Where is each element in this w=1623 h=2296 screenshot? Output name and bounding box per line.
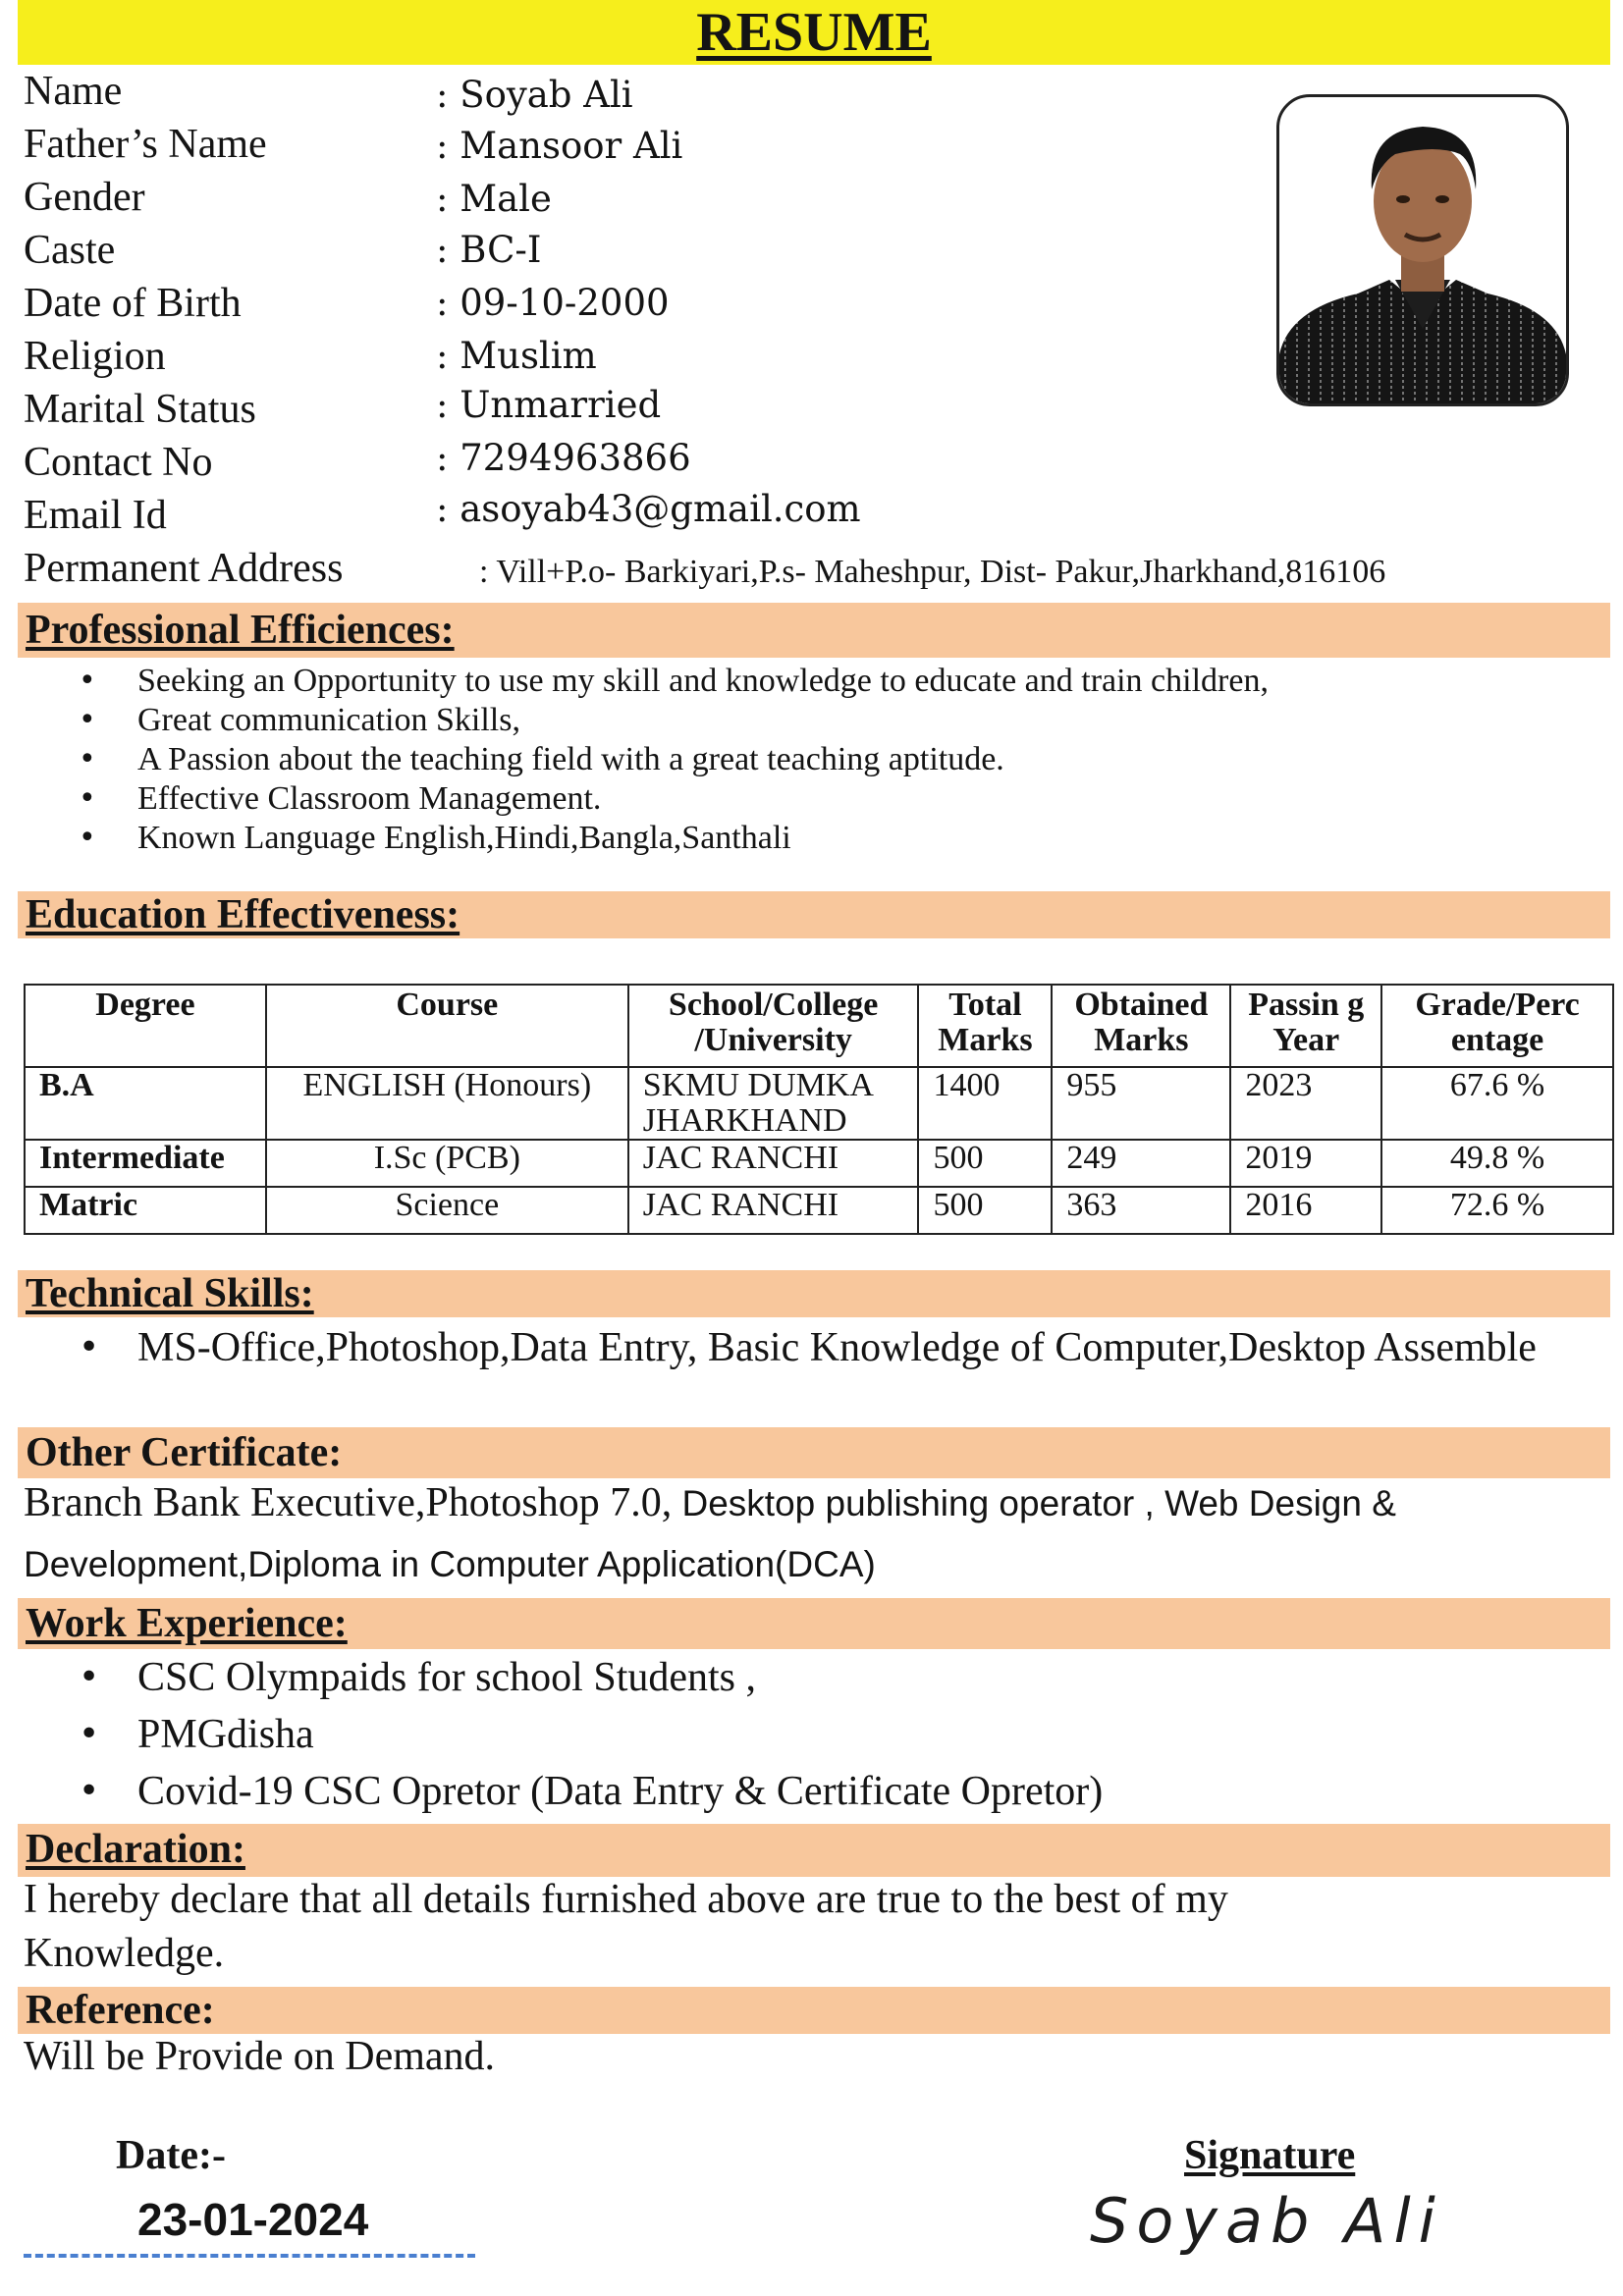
list-item: • Effective Classroom Management. xyxy=(0,779,1269,819)
info-value: : Vill+P.o- Barkiyari,P.s- Maheshpur, Dist- Pakur,Jharkhand,816106 xyxy=(479,554,1386,590)
date-underline xyxy=(24,2254,475,2258)
section-work xyxy=(18,1598,1610,1649)
table-cell: 67.6 % xyxy=(1381,1067,1613,1140)
table-row xyxy=(25,1140,1613,1187)
list-item: • Seeking an Opportunity to use my skill and knowledge to educate and train children, xyxy=(0,662,1269,701)
table-cell: SKMU DUMKA JHARKHAND xyxy=(628,1067,919,1140)
table-header: Passin g Year xyxy=(1230,985,1381,1067)
section-professional xyxy=(18,603,1610,658)
info-value: : Unmarried xyxy=(436,384,662,426)
table-header-row xyxy=(25,985,1613,1067)
reference-text: Will be Provide on Demand. xyxy=(24,2034,496,2079)
list-item: • Great communication Skills, xyxy=(0,701,1269,740)
table-header: Grade/Perc entage xyxy=(1381,985,1613,1067)
table-header: Obtained Marks xyxy=(1052,985,1230,1067)
table-cell: 249 xyxy=(1052,1140,1230,1187)
table-cell: 1400 xyxy=(918,1067,1052,1140)
table-cell: I.Sc (PCB) xyxy=(266,1140,628,1187)
signature-value: Soyab Ali xyxy=(1090,2185,1443,2257)
section-heading: Professional Efficiences: xyxy=(26,608,455,653)
info-label: Gender xyxy=(24,175,145,220)
declaration-text: I hereby declare that all details furnished above are true to the best of my Knowledge. xyxy=(24,1877,1228,1976)
info-value: : 09-10-2000 xyxy=(436,282,670,324)
education-table xyxy=(24,984,1614,1235)
table-cell: 500 xyxy=(918,1187,1052,1234)
list-item: • A Passion about the teaching field with a great teaching aptitude. xyxy=(0,740,1269,779)
page-title: RESUME xyxy=(696,2,932,63)
info-label: Father’s Name xyxy=(24,122,267,167)
table-cell: 2023 xyxy=(1230,1067,1381,1140)
info-value: : Male xyxy=(436,178,552,220)
list-item: • MS-Office,Photoshop,Data Entry, Basic Knowledge of Computer,Desktop Assemble xyxy=(0,1319,1571,1376)
table-cell: 72.6 % xyxy=(1381,1187,1613,1234)
table-cell: 2016 xyxy=(1230,1187,1381,1234)
info-label: Marital Status xyxy=(24,387,256,432)
info-value: : Muslim xyxy=(436,335,597,377)
table-cell: 500 xyxy=(918,1140,1052,1187)
info-label: Caste xyxy=(24,228,116,273)
professional-list xyxy=(0,662,1269,858)
certificate-text-part: Branch Bank Executive,Photoshop 7.0, xyxy=(24,1480,673,1525)
list-item: • Covid-19 CSC Opretor (Data Entry & Certificate Opretor) xyxy=(0,1763,1103,1820)
info-value: : BC-I xyxy=(436,229,542,271)
info-label: Name xyxy=(24,69,123,114)
profile-photo-illustration xyxy=(1279,97,1566,403)
title-bar xyxy=(18,0,1610,65)
info-value: : 7294963866 xyxy=(436,437,691,479)
certificate-text xyxy=(24,1472,1614,1594)
info-label: Religion xyxy=(24,334,166,379)
table-cell: Matric xyxy=(25,1187,266,1234)
table-cell: 363 xyxy=(1052,1187,1230,1234)
date-label: Date:- xyxy=(116,2133,226,2178)
info-value: : Mansoor Ali xyxy=(436,125,683,167)
table-cell: 49.8 % xyxy=(1381,1140,1613,1187)
info-label: Permanent Address xyxy=(24,546,344,591)
list-item: • Known Language English,Hindi,Bangla,Santhali xyxy=(0,819,1269,858)
section-heading: Technical Skills: xyxy=(26,1271,314,1316)
section-education xyxy=(18,891,1610,938)
section-heading: Work Experience: xyxy=(26,1601,348,1646)
section-certificate xyxy=(18,1427,1610,1478)
table-cell: 2019 xyxy=(1230,1140,1381,1187)
info-value: : Soyab Ali xyxy=(436,74,633,116)
table-cell: ENGLISH (Honours) xyxy=(266,1067,628,1140)
table-row xyxy=(25,1067,1613,1140)
table-row xyxy=(25,1187,1613,1234)
section-heading: Declaration: xyxy=(26,1827,245,1872)
section-reference xyxy=(18,1987,1610,2034)
table-cell: B.A xyxy=(25,1067,266,1140)
info-value: : asoyab43@gmail.com xyxy=(436,488,861,530)
table-cell: 955 xyxy=(1052,1067,1230,1140)
date-value: 23-01-2024 xyxy=(137,2194,369,2245)
info-label: Contact No xyxy=(24,440,213,485)
info-label: Date of Birth xyxy=(24,281,242,326)
table-cell: Intermediate xyxy=(25,1140,266,1187)
section-declaration xyxy=(18,1824,1610,1877)
signature-label: Signature xyxy=(1184,2133,1356,2178)
table-cell: JAC RANCHI xyxy=(628,1140,919,1187)
profile-photo xyxy=(1276,94,1569,406)
work-list xyxy=(0,1649,1103,1820)
table-cell: JAC RANCHI xyxy=(628,1187,919,1234)
table-cell: Science xyxy=(266,1187,628,1234)
table-header: Course xyxy=(266,985,628,1067)
table-header: School/College /University xyxy=(628,985,919,1067)
technical-list xyxy=(0,1319,1571,1376)
table-header: Total Marks xyxy=(918,985,1052,1067)
section-technical xyxy=(18,1270,1610,1317)
info-label: Email Id xyxy=(24,493,167,538)
certificate-text-part: Desktop publishing operator , Web Design & Development,Diploma in Computer Application(DCA) xyxy=(24,1483,1396,1584)
list-item: • CSC Olympaids for school Students , xyxy=(0,1649,1103,1706)
section-heading: Other Certificate: xyxy=(26,1430,343,1475)
list-item: • PMGdisha xyxy=(0,1706,1103,1763)
section-heading: Reference: xyxy=(26,1988,215,2033)
section-heading: Education Effectiveness: xyxy=(26,892,460,937)
table-header: Degree xyxy=(25,985,266,1067)
